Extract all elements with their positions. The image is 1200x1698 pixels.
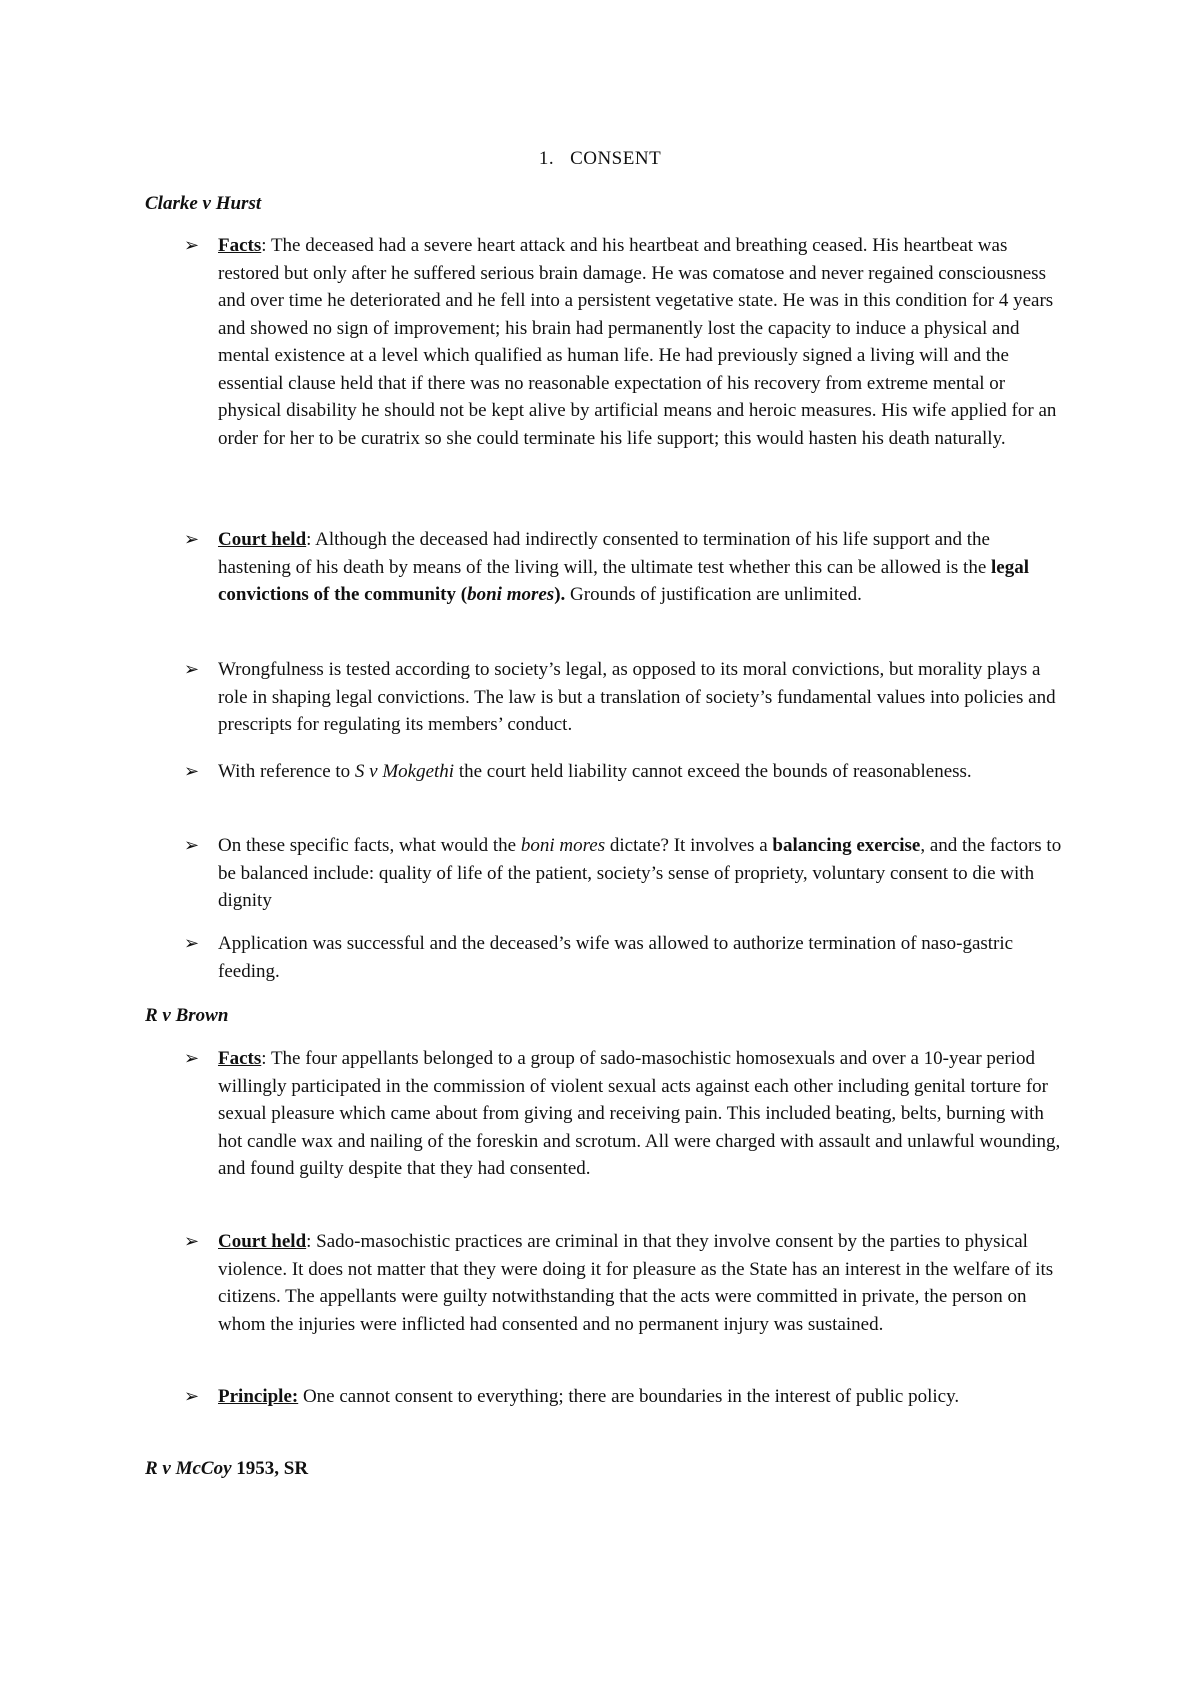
brown-facts-paragraph xyxy=(218,1045,1063,1183)
section-title: CONSENT xyxy=(570,148,662,169)
brown-principle-text: One cannot consent to everything; there are boundaries in the interest of public policy. xyxy=(298,1386,960,1407)
brown-court-held-paragraph xyxy=(218,1228,1063,1338)
bullet-arrow-icon: ➢ xyxy=(184,235,200,255)
bullet-arrow-icon: ➢ xyxy=(184,835,200,855)
clarke-court-held-text-a: : Although the deceased had indirectly consented to termination of his life support and the hastening of his death by means of the living will, the ultimate test whether this can be allowed is the xyxy=(218,529,992,578)
bullet-arrow-icon: ➢ xyxy=(184,1231,200,1251)
bullet-arrow-icon: ➢ xyxy=(184,529,200,549)
clarke-court-held-paragraph xyxy=(218,526,1063,609)
court-held-label: Court held xyxy=(218,1231,307,1252)
section-number: 1. xyxy=(538,148,555,169)
clarke-balancing-paragraph xyxy=(218,832,1063,915)
clarke-court-held-bold-a: legal convictions of the community ( xyxy=(218,556,1030,605)
bullet-arrow-icon: ➢ xyxy=(184,933,200,953)
bullet-arrow-icon: ➢ xyxy=(184,1048,200,1068)
clarke-court-held-boni-mores: boni mores xyxy=(467,584,555,605)
mccoy-case-citation: 1953, SR xyxy=(231,1458,309,1479)
clarke-mokgethi-paragraph xyxy=(218,758,1063,786)
mccoy-case-name: R v McCoy xyxy=(145,1458,232,1479)
brown-court-held-text: : Sado-masochistic practices are criminal in that they involve consent by the parties to physical violence. It does not matter that they were doing it for pleasure as the State has an interest in the welfare of its citizens. The appellants were guilty notwithstanding that the acts were committed in private, the person on whom the injuries were inflicted had consented and no permanent injury was sustained. xyxy=(218,1231,1054,1335)
clarke-balancing-text-a: On these specific facts, what would the xyxy=(218,835,521,856)
clarke-court-held-text-b: Grounds of justification are unlimited. xyxy=(565,584,862,605)
bullet-arrow-icon: ➢ xyxy=(184,1386,200,1406)
case-title-r-v-mccoy xyxy=(145,1455,308,1483)
clarke-court-held-bold-b: ). xyxy=(554,584,566,605)
clarke-mokgethi-text-b: the court held liability cannot exceed the bounds of reasonableness. xyxy=(454,761,972,782)
brown-principle-paragraph xyxy=(218,1383,1063,1411)
section-heading xyxy=(0,145,1200,173)
clarke-balancing-text-c: , and the factors to be balanced include: quality of life of the patient, society’s sense of propriety, voluntary consent to die with dignity xyxy=(218,835,1062,911)
clarke-balancing-text-b: dictate? It involves a xyxy=(605,835,773,856)
bullet-arrow-icon: ➢ xyxy=(184,761,200,781)
clarke-facts-text: : The deceased had a severe heart attack and his heartbeat and breathing ceased. His heartbeat was restored but only after he suffered serious brain damage. He was comatose and never regained consciousness and over time he deteriorated and he fell into a persistent vegetative state. He was in this condition for 4 years and showed no sign of improvement; his brain had permanently lost the capacity to induce a physical and mental existence at a level which qualified as human life. He had previously signed a living will and the essential clause held that if there was no reasonable expectation of his recovery from extreme mental or physical disability he should not be kept alive by artificial means and heroic measures. His wife applied for an order for her to be curatrix so she could terminate his life support; this would hasten his death naturally. xyxy=(218,235,1057,449)
clarke-wrongfulness-paragraph: Wrongfulness is tested according to society’s legal, as opposed to its moral convictions, but morality plays a role in shaping legal convictions. The law is but a translation of society’s fundamental values into policies and prescripts for regulating its members’ conduct. xyxy=(218,659,1056,735)
clarke-balancing-boni-mores: boni mores xyxy=(520,835,606,856)
brown-facts-text: : The four appellants belonged to a group of sado-masochistic homosexuals and over a 10-year period willingly participated in the commission of violent sexual acts against each other including genital torture for sexual pleasure which came about from giving and receiving pain. This included beating, belts, burning with hot candle wax and nailing of the foreskin and scrotum. All were charged with assault and unlawful wounding, and found guilty despite that they had consented. xyxy=(218,1048,1061,1179)
clarke-mokgethi-text-a: With reference to xyxy=(218,761,355,782)
balancing-exercise-term: balancing exercise xyxy=(772,835,921,856)
clarke-application-paragraph: Application was successful and the deceased’s wife was allowed to authorize termination of naso-gastric feeding. xyxy=(218,933,1014,982)
clarke-facts-paragraph xyxy=(218,232,1063,452)
principle-label: Principle: xyxy=(218,1386,299,1407)
facts-label: Facts xyxy=(218,1048,262,1069)
case-title-r-v-brown: R v Brown xyxy=(145,1005,229,1026)
bullet-arrow-icon: ➢ xyxy=(184,659,200,679)
s-v-mokgethi-citation: S v Mokgethi xyxy=(354,761,455,782)
case-title-clarke-v-hurst: Clarke v Hurst xyxy=(145,193,262,214)
facts-label: Facts xyxy=(218,235,262,256)
court-held-label: Court held xyxy=(218,529,307,550)
